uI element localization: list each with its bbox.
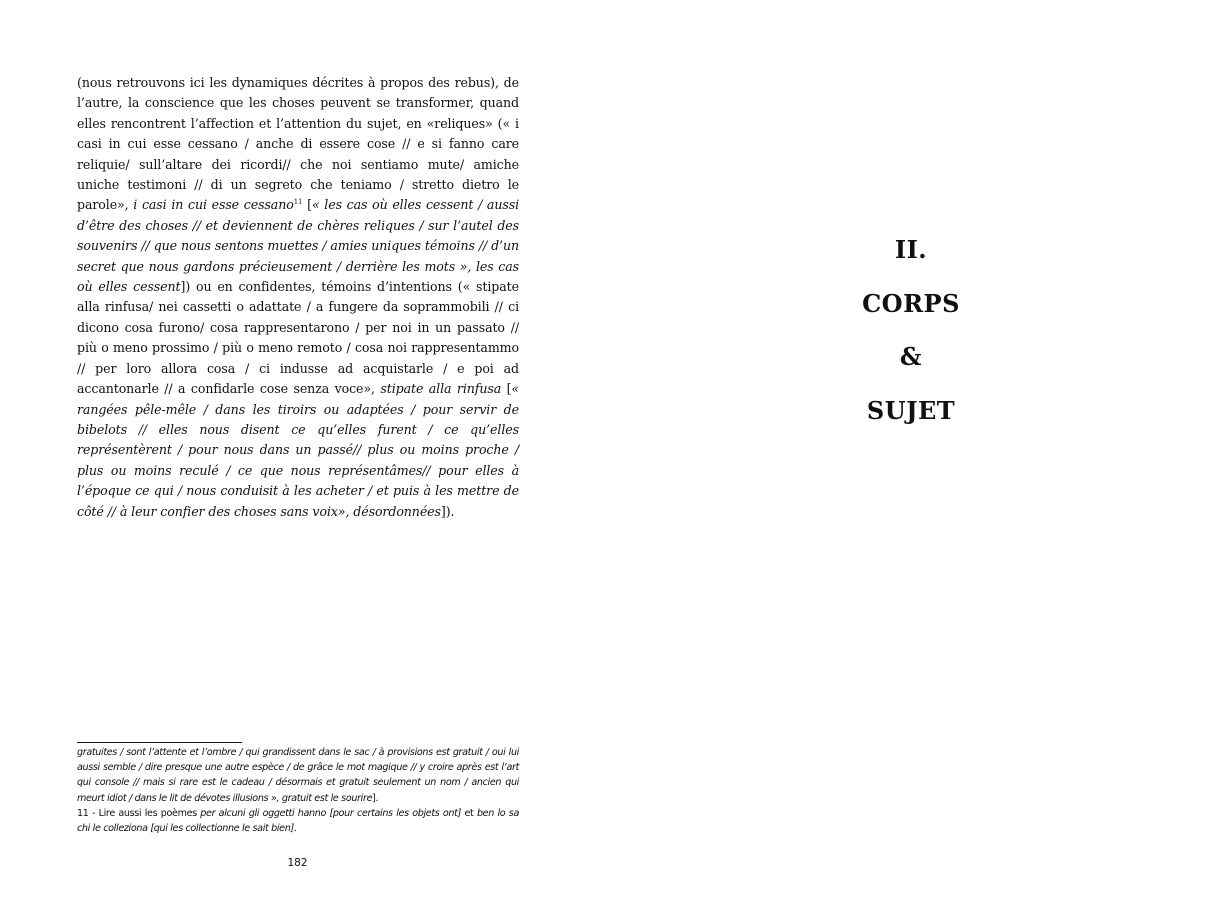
body-text-run: [ [302, 197, 312, 213]
body-italic-translation: « les cas où elles cessent / aussi d’être des choses // et deviennent de chères reliques / sur l’autel des souvenirs // que nous sentons muettes / amies uniques témoins // d’un secret que nous gardons précieusement / derrière les mots », les cas où elles cessent [77, 197, 520, 295]
footnote-reference: 11 [293, 198, 303, 207]
body-italic-translation: « rangées pêle-mêle / dans les tiroirs ou adaptées / pour servir de bibelots // elles nous disent ce qu’elles furent / ce qu’elles représentèrent / pour nous dans un passé// plus ou moins proche / plus ou moins reculé / ce que nous représentâmes// pour elles à l’époque ce qui / nous conduisit à les acheter / et puis à les mettre de côté // à leur confier des choses sans voix», désordonnées [77, 381, 520, 519]
footnote-text-run: . [293, 823, 297, 835]
part-title-line-1: CORPS [862, 288, 960, 318]
footnote-continued [77, 745, 519, 806]
footnote-separator [77, 742, 242, 743]
body-italic-title: stipate alla rinfusa [380, 381, 502, 397]
footnote-italic-text: gratuites / sont l’attente et l’ombre / qui grandissent dans le sac / à provisions est gratuit / oui lui aussi semble / dire presque une autre espèce / de grâce le mot magique // y croire après est l’art qui console // mais si rare est le cadeau / désormais et gratuit seulement un nom / ancien qui meurt idiot / dans le lit de dévotes illusions », gratuit est le sourire [77, 747, 519, 804]
page-number: 182 [287, 857, 308, 869]
body-text-run: (nous retrouvons ici les dynamiques décrites à propos des rebus), de l’autre, la conscience que les choses peuvent se transformer, quand elles rencontrent l’affection et l’attention du sujet, en «reliques» (« i casi in cui esse cessano / anche di essere cose // e si fanno care reliquie/ sull’altare dei ricordi// che noi sentiamo mute/ amiche uniche testimoni // di un segreto che teniamo / stretto dietro le parole», [77, 75, 519, 213]
body-paragraph [77, 73, 519, 522]
footnote-text-run: ]. [372, 792, 379, 804]
part-title [605, 228, 1210, 442]
part-number: II. [894, 235, 928, 264]
footnote-italic-title: per alcuni gli oggetti hanno [pour certains les objets ont] [200, 807, 461, 819]
footnote-text-run: 11 - Lire aussi les poèmes [77, 807, 201, 819]
footnotes [77, 745, 519, 836]
right-page [605, 0, 1210, 913]
footnote-italic-title: ben lo sa chi le colleziona [qui les collectionne le sait bien] [77, 807, 519, 835]
body-italic-title: i casi in cui esse cessano [133, 197, 294, 213]
body-text-run: ]). [440, 503, 455, 519]
part-title-ampersand: & [899, 342, 923, 371]
part-title-line-2: SUJET [866, 395, 956, 425]
footnote-text-run: et [460, 807, 477, 819]
body-text-run: [ [501, 381, 512, 397]
body-text-run: ]) ou en confidentes, témoins d’intentions (« stipate alla rinfusa/ nei cassetti o adattate / a fungere da soprammobili // ci dicono cosa furono/ cosa rappresentarono / per noi in un passato // più o meno prossimo / più o meno remoto / cosa noi rappresentammo // per loro allora cosa / ci indusse ad acquistarle / e poi ad accantonarle // a confidarle cose senza voce», [77, 279, 519, 397]
footnote-11 [77, 806, 519, 836]
